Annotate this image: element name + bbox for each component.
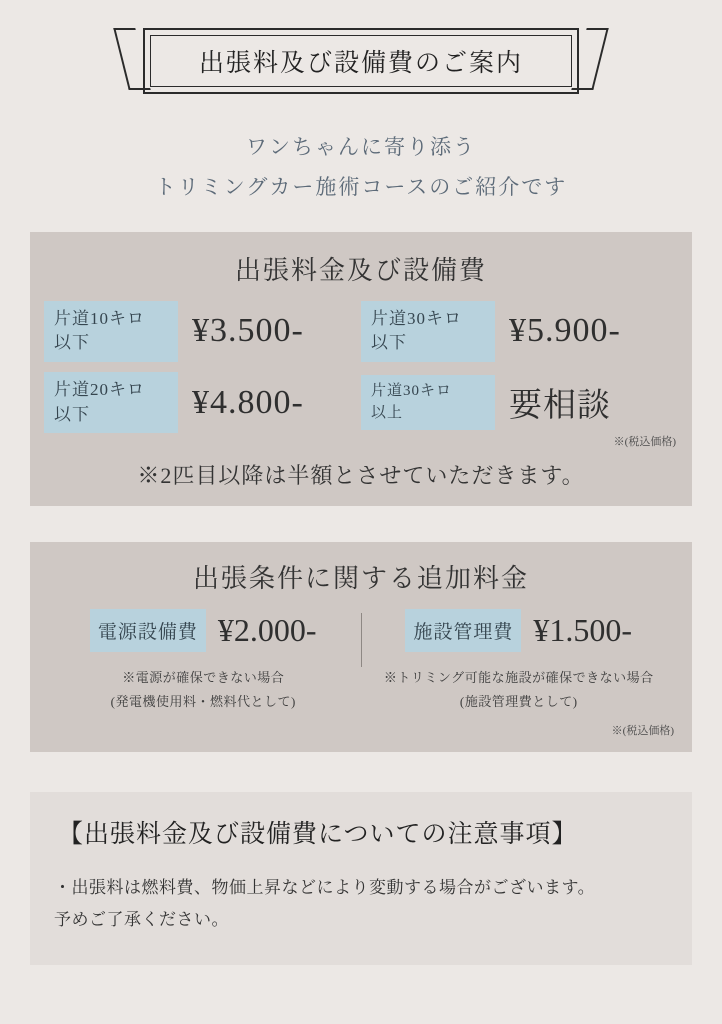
option-tag-power: 電源設備費	[90, 609, 206, 652]
option-price-facility: ¥1.500-	[533, 612, 633, 649]
fee-tag-2: 片道30キロ 以下	[361, 301, 495, 362]
fee-price-4: 要相談	[509, 388, 611, 425]
notes-heading: 【出張料金及び設備費についての注意事項】	[58, 821, 578, 849]
title-banner	[0, 0, 722, 94]
lead-copy	[0, 128, 722, 208]
fee-row-2	[361, 301, 678, 362]
fee-tag-1: 片道10キロ 以下	[44, 301, 178, 362]
option-main-power	[46, 609, 361, 652]
lead-line-1: ワンちゃんに寄り添う	[246, 135, 476, 159]
option-sub-power-line-2: (発電機使用料・燃料代として)	[110, 694, 296, 710]
fee-tag-4: 片道30キロ 以上	[361, 375, 495, 431]
option-price-power: ¥2.000-	[217, 612, 317, 649]
notes-line-1: ・出張料は燃料費、物価上昇などにより変動する場合がございます。	[54, 878, 596, 898]
option-tag-facility: 施設管理費	[405, 609, 521, 652]
notes-panel	[30, 792, 692, 965]
lead-line-2: トリミングカー施術コースのご紹介です	[154, 174, 568, 199]
option-sub-power	[111, 666, 296, 714]
option-main-facility	[362, 609, 677, 652]
fee-price-2: ¥5.900-	[509, 312, 621, 350]
option-sub-facility	[384, 666, 654, 714]
option-grid	[30, 609, 692, 714]
half-price-note: ※2匹目以降は半額とさせていただきます。	[137, 463, 585, 489]
ribbon-frame	[143, 28, 579, 94]
fee-panel-heading: 出張料金及び設備費	[234, 255, 487, 285]
option-tax-note: ※(税込価格)	[611, 725, 674, 738]
fee-grid	[30, 301, 692, 449]
option-item-power	[46, 609, 361, 714]
option-sub-facility-line-1: ※トリミング可能な施設が確保できない場合	[383, 670, 654, 686]
fee-panel	[30, 232, 692, 507]
notes-body	[54, 872, 668, 935]
fee-row-3	[44, 372, 361, 433]
option-sub-facility-line-2: (施設管理費として)	[459, 694, 578, 710]
option-item-facility	[362, 609, 677, 714]
page-title: 出張料及び設備費のご案内	[198, 50, 523, 77]
option-sub-power-line-1: ※電源が確保できない場合	[122, 670, 285, 686]
option-panel-heading: 出張条件に関する追加料金	[192, 564, 529, 594]
fee-tax-note: ※(税込価格)	[613, 436, 676, 449]
fee-tag-3: 片道20キロ 以下	[44, 372, 178, 433]
fee-row-4	[361, 372, 678, 449]
notes-line-2: 予めご了承ください。	[54, 909, 229, 929]
option-panel	[30, 542, 692, 752]
fee-price-3: ¥4.800-	[192, 383, 304, 421]
fee-row-1	[44, 301, 361, 362]
fee-price-1: ¥3.500-	[192, 312, 304, 350]
